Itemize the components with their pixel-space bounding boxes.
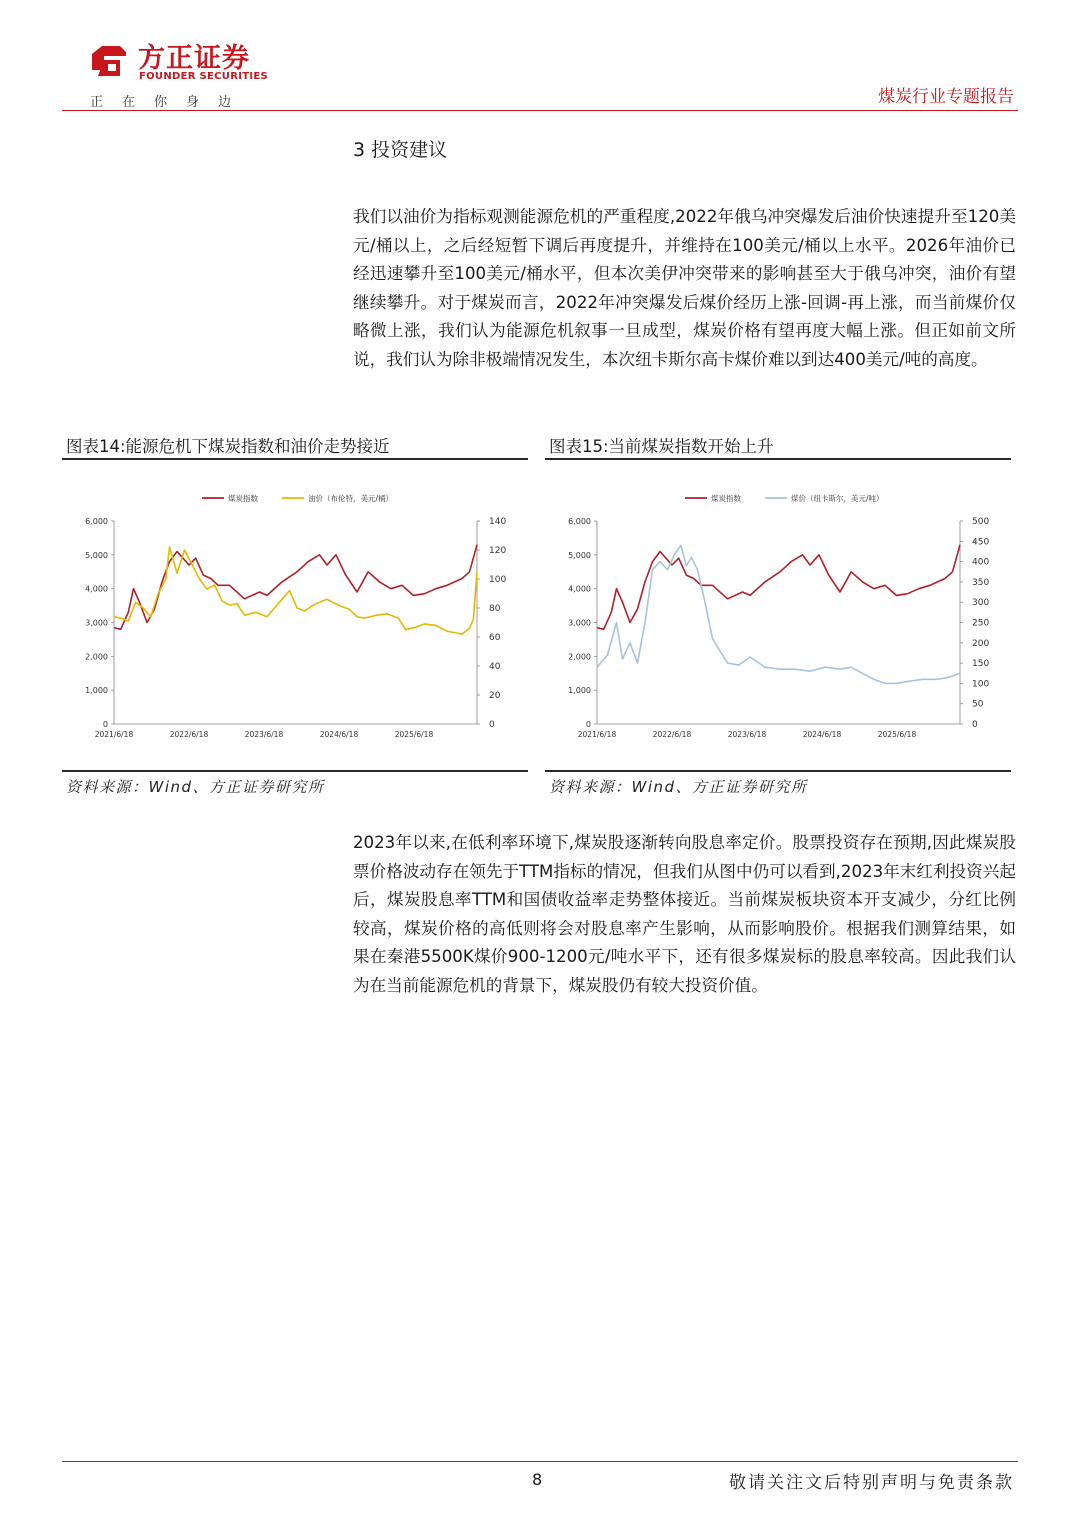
y-tick-label: 2,000 <box>568 652 591 662</box>
y2-tick-label: 60 <box>489 633 501 643</box>
y2-tick-label: 300 <box>972 598 990 609</box>
x-tick-label: 2022/6/18 <box>169 730 209 739</box>
page-number: 8 <box>532 1470 543 1489</box>
series-line-0 <box>597 545 960 630</box>
x-tick-label: 2021/6/18 <box>577 730 617 739</box>
figure-15-bottom-rule <box>545 770 1011 772</box>
paragraph-1: 我们以油价为指标观测能源危机的严重程度,2022年俄乌冲突爆发后油价快速提升至120美元/桶以上，之后经短暂下调后再度提升，并维持在100美元/桶以上水平。2026年油价已经迅速攀升至100美元/桶水平，但本次美伊冲突带来的影响甚至大于俄乌冲突，油价有望继续攀升。对于煤炭而言，2022年冲突爆发后煤价经历上涨-回调-再上涨，而当前煤价仅略微上涨，我们认为能源危机叙事一旦成型，煤炭价格有望再度大幅上涨。但正如前文所说，我们认为除非极端情况发生，本次纽卡斯尔高卡煤价难以到达400美元/吨的高度。 <box>353 207 1016 369</box>
figure-14-source: 资料来源：Wind、方正证券研究所 <box>66 778 325 796</box>
company-name-cn: 方正证券 <box>138 43 250 74</box>
y2-tick-label: 400 <box>972 557 990 568</box>
y-tick-label: 3,000 <box>568 618 591 628</box>
figure-14-title: 图表14:能源危机下煤炭指数和油价走势接近 <box>66 437 390 456</box>
y2-tick-label: 0 <box>489 720 495 730</box>
y-tick-label: 6,000 <box>568 517 591 526</box>
x-tick-label: 2025/6/18 <box>394 730 434 739</box>
section-title: 3 投资建议 <box>353 139 448 161</box>
y2-tick-label: 80 <box>489 604 501 614</box>
legend-label-0: 煤炭指数 <box>711 494 741 503</box>
figure-14-bottom-rule <box>62 770 528 772</box>
legend-label-0: 煤炭指数 <box>228 494 258 503</box>
y2-tick-label: 100 <box>972 679 990 690</box>
y-tick-label: 4,000 <box>568 584 591 594</box>
footer-divider <box>62 1461 1018 1462</box>
report-type: 煤炭行业专题报告 <box>878 87 1014 107</box>
y2-tick-label: 140 <box>489 517 507 527</box>
figure-15-chart <box>545 480 1011 750</box>
company-slogan: 正在你身边 <box>90 95 251 110</box>
company-logo-icon <box>88 40 130 82</box>
y2-tick-label: 100 <box>489 575 507 585</box>
y2-tick-label: 50 <box>972 699 984 710</box>
figure-14-top-rule <box>62 458 528 460</box>
x-tick-label: 2023/6/18 <box>244 730 284 739</box>
y2-tick-label: 250 <box>972 618 990 629</box>
y2-tick-label: 450 <box>972 537 990 548</box>
x-tick-label: 2024/6/18 <box>802 730 842 739</box>
legend-label-1: 煤价（纽卡斯尔，美元/吨） <box>791 494 884 503</box>
header-divider <box>62 110 1018 111</box>
y-tick-label: 2,000 <box>85 652 108 662</box>
y2-tick-label: 200 <box>972 638 990 649</box>
y2-tick-label: 20 <box>489 691 501 701</box>
series-line-1 <box>114 547 477 634</box>
y-tick-label: 0 <box>102 720 108 729</box>
x-tick-label: 2025/6/18 <box>877 730 917 739</box>
y2-tick-label: 40 <box>489 662 501 672</box>
y-tick-label: 6,000 <box>85 517 108 526</box>
y-tick-label: 5,000 <box>568 550 591 560</box>
figure-15-source: 资料来源：Wind、方正证券研究所 <box>549 778 808 796</box>
y2-tick-label: 120 <box>489 546 507 556</box>
legend-label-1: 油价（布伦特，美元/桶） <box>308 494 394 503</box>
x-tick-label: 2024/6/18 <box>319 730 359 739</box>
figure-15-top-rule <box>545 458 1011 460</box>
figure-14-chart <box>62 480 528 750</box>
company-name-en: FOUNDER SECURITIES <box>139 71 269 82</box>
y-tick-label: 4,000 <box>85 584 108 594</box>
x-tick-label: 2023/6/18 <box>727 730 767 739</box>
x-tick-label: 2022/6/18 <box>652 730 692 739</box>
y-tick-label: 1,000 <box>85 686 108 696</box>
y-tick-label: 5,000 <box>85 550 108 560</box>
figure-15-title: 图表15:当前煤炭指数开始上升 <box>549 437 774 456</box>
y2-tick-label: 150 <box>972 659 990 670</box>
y2-tick-label: 350 <box>972 577 990 588</box>
y-tick-label: 1,000 <box>568 686 591 696</box>
disclaimer-notice: 敬请关注文后特别声明与免责条款 <box>729 1473 1014 1493</box>
y2-tick-label: 0 <box>972 720 978 730</box>
y2-tick-label: 500 <box>972 517 990 527</box>
y-tick-label: 0 <box>585 720 591 729</box>
y-tick-label: 3,000 <box>85 618 108 628</box>
x-tick-label: 2021/6/18 <box>94 730 134 739</box>
paragraph-2: 2023年以来,在低利率环境下,煤炭股逐渐转向股息率定价。股票投资存在预期,因此煤炭股票价格波动存在领先于TTM指标的情况，但我们从图中仍可以看到,2023年末红利投资兴起后，煤炭股息率TTM和国债收益率走势整体接近。当前煤炭板块资本开支减少，分红比例较高，煤炭价格的高低则将会对股息率产生影响，从而影响股价。根据我们测算结果，如果在秦港5500K煤价900-1200元/吨水平下，还有很多煤炭标的股息率较高。因此我们认为在当前能源危机的背景下，煤炭股仍有较大投资价值。 <box>353 833 1016 995</box>
